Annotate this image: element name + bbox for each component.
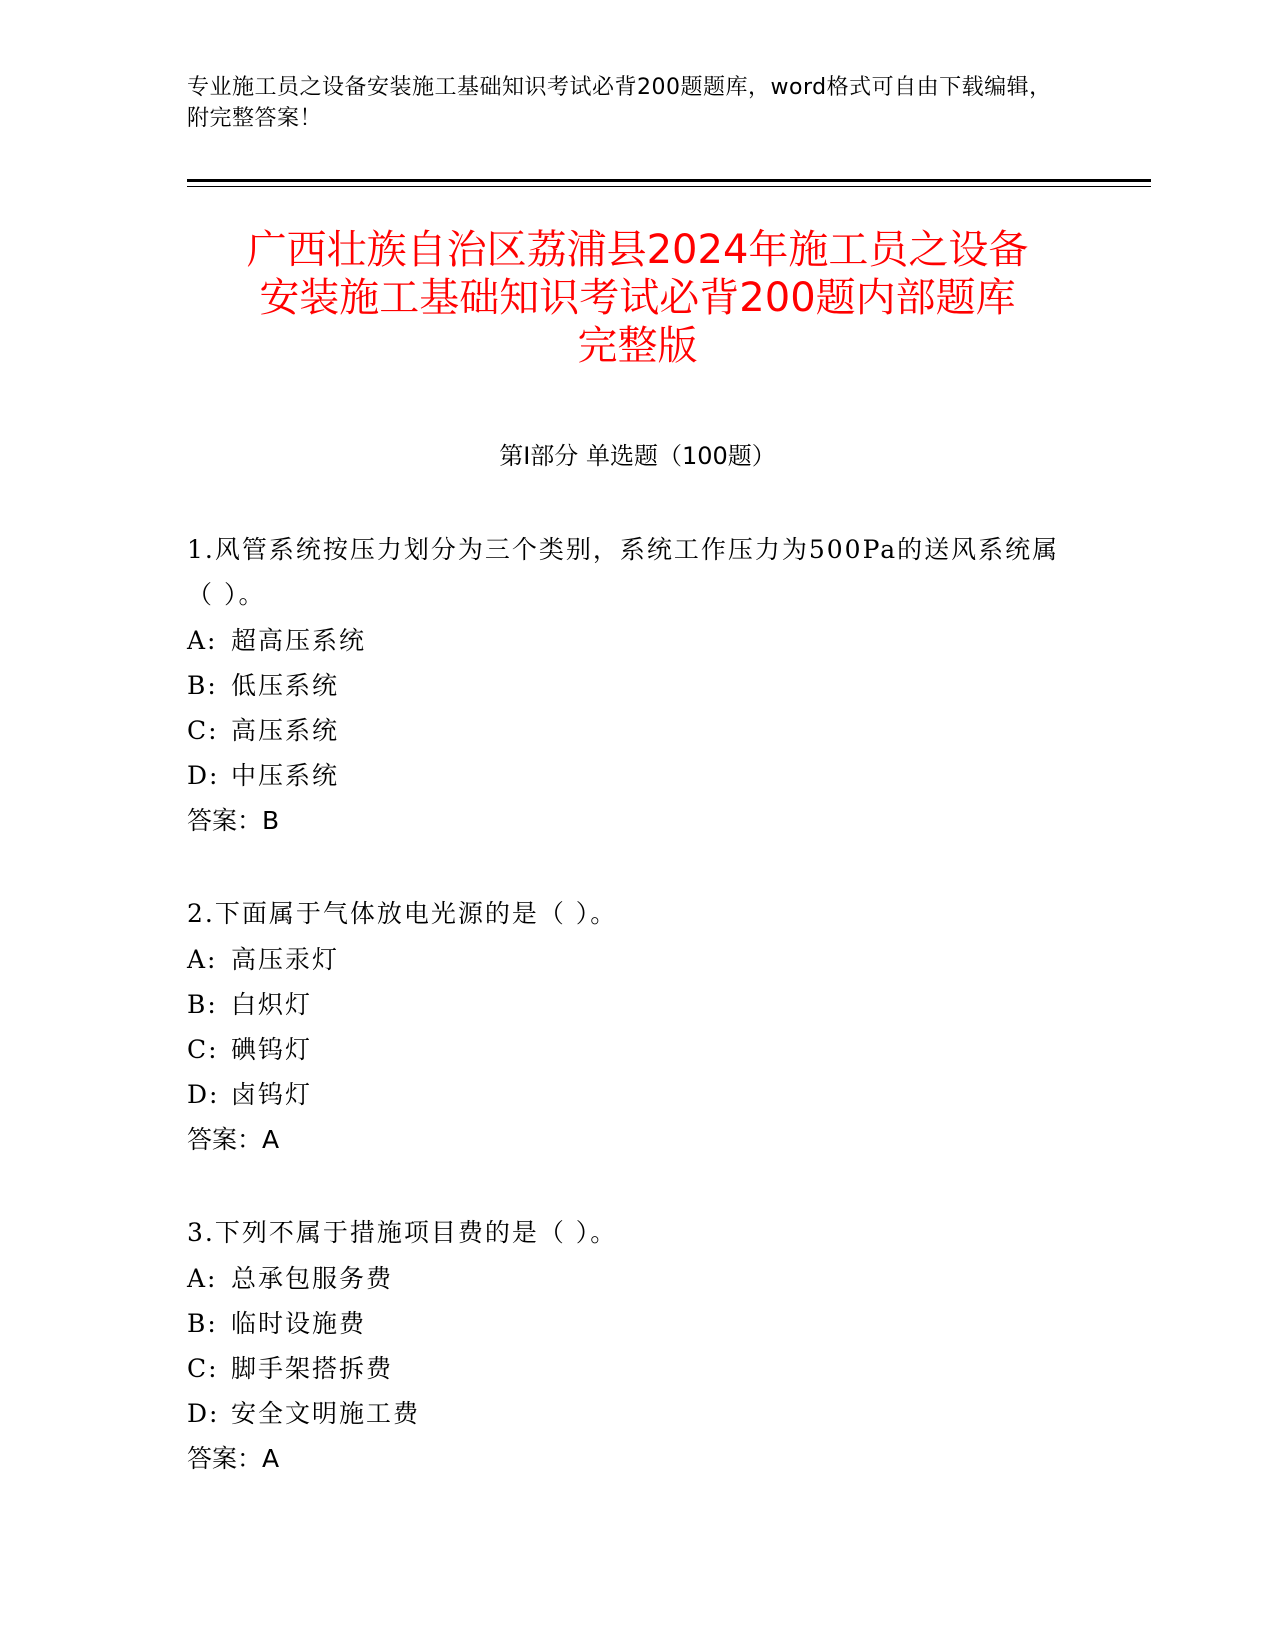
- option-text: 低压系统: [231, 671, 340, 700]
- question-1: [187, 527, 1067, 843]
- document-title: [140, 226, 1135, 370]
- option-a: [187, 937, 1067, 982]
- question-stem: 1.风管系统按压力划分为三个类别，系统工作压力为500Pa的送风系统属（ ）。: [187, 535, 1060, 609]
- option-c: [187, 1346, 1067, 1391]
- option-b: [187, 982, 1067, 1027]
- option-letter: B:: [187, 1309, 218, 1338]
- option-letter: A:: [187, 1264, 218, 1293]
- option-b: [187, 1301, 1067, 1346]
- option-c: [187, 1027, 1067, 1072]
- option-d: [187, 1072, 1067, 1117]
- option-d: [187, 753, 1067, 798]
- option-text: 卤钨灯: [231, 1080, 313, 1109]
- option-d: [187, 1391, 1067, 1436]
- option-letter: D:: [187, 1399, 220, 1428]
- option-text: 中压系统: [231, 761, 340, 790]
- question-2: [187, 891, 1067, 1162]
- option-text: 临时设施费: [231, 1309, 367, 1338]
- option-letter: C:: [187, 1035, 219, 1064]
- option-text: 总承包服务费: [231, 1264, 394, 1293]
- option-text: 脚手架搭拆费: [231, 1354, 394, 1383]
- question-stem: 3.下列不属于措施项目费的是（ ）。: [187, 1218, 618, 1247]
- header-rule-thin: [187, 186, 1151, 187]
- title-line-3: 完整版: [577, 323, 698, 369]
- answer: 答案：A: [187, 1444, 280, 1473]
- answer: 答案：B: [187, 806, 280, 835]
- option-letter: A:: [187, 626, 218, 655]
- header-rule-thick: [187, 179, 1151, 182]
- option-b: [187, 663, 1067, 708]
- section-heading: 第Ⅰ部分 单选题（100题）: [499, 442, 776, 470]
- option-letter: A:: [187, 945, 218, 974]
- option-c: [187, 708, 1067, 753]
- answer: 答案：A: [187, 1125, 280, 1154]
- option-text: 高压系统: [231, 716, 340, 745]
- option-text: 安全文明施工费: [231, 1399, 421, 1428]
- title-line-2: 安装施工基础知识考试必背200题内部题库: [259, 275, 1016, 321]
- option-text: 碘钨灯: [231, 1035, 313, 1064]
- option-letter: C:: [187, 1354, 219, 1383]
- option-letter: D:: [187, 761, 220, 790]
- question-list: [187, 527, 1067, 1529]
- option-letter: C:: [187, 716, 219, 745]
- option-text: 超高压系统: [231, 626, 367, 655]
- option-a: [187, 618, 1067, 663]
- question-stem: 2.下面属于气体放电光源的是（ ）。: [187, 899, 618, 928]
- option-text: 高压汞灯: [231, 945, 340, 974]
- option-letter: B:: [187, 990, 218, 1019]
- option-letter: B:: [187, 671, 218, 700]
- header-note: 专业施工员之设备安装施工基础知识考试必背200题题库，word格式可自由下载编辑，附完整答案！: [187, 75, 1052, 131]
- question-3: [187, 1210, 1067, 1481]
- option-a: [187, 1256, 1067, 1301]
- option-letter: D:: [187, 1080, 220, 1109]
- title-line-1: 广西壮族自治区荔浦县2024年施工员之设备: [246, 227, 1029, 273]
- option-text: 白炽灯: [231, 990, 313, 1019]
